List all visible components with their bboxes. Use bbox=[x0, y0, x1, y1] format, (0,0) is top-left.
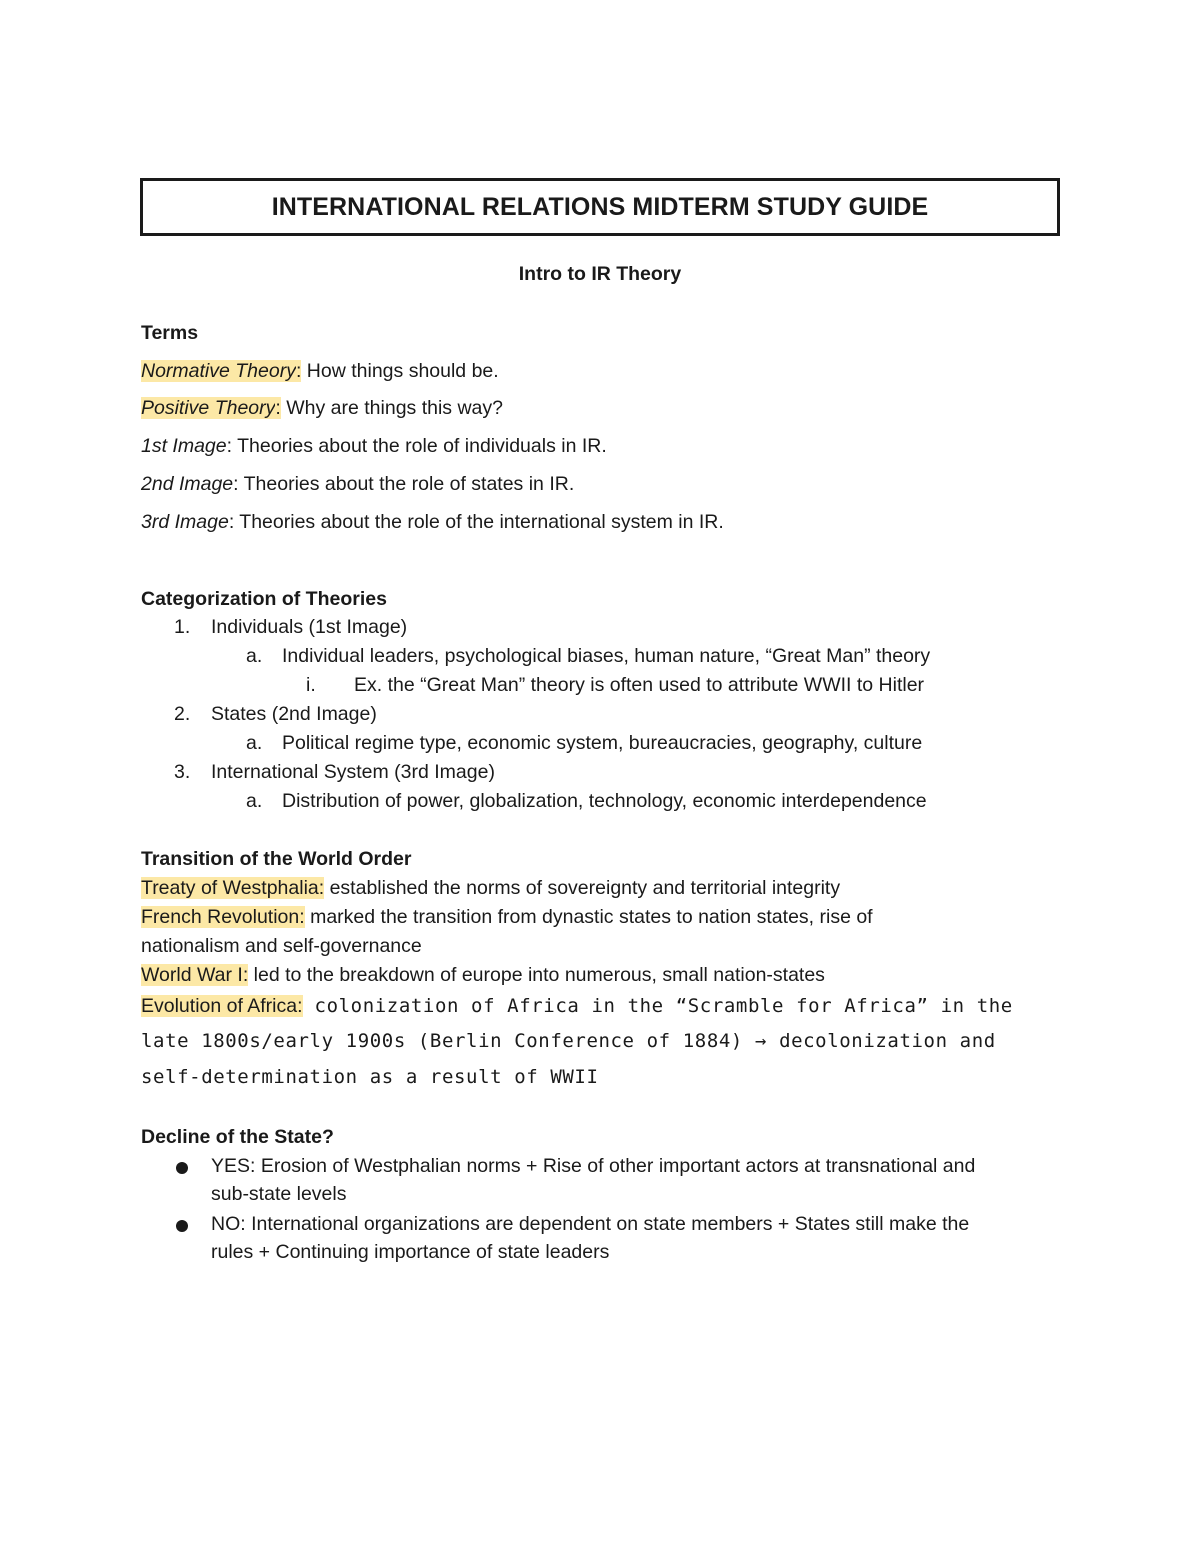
term-1st-image bbox=[141, 435, 607, 458]
list-marker: a. bbox=[246, 790, 263, 812]
term-normative bbox=[141, 360, 499, 383]
term-separator: : bbox=[233, 473, 239, 495]
term-definition: Why are things this way? bbox=[280, 397, 503, 419]
list-item: States (2nd Image) bbox=[211, 703, 377, 725]
title-box bbox=[140, 178, 1060, 236]
bullet-icon bbox=[176, 1220, 188, 1232]
transition-wwi bbox=[141, 964, 825, 987]
bullet-icon bbox=[176, 1162, 188, 1174]
decline-yes-continued: sub-state levels bbox=[211, 1183, 347, 1205]
transition-french-revolution bbox=[141, 906, 873, 929]
transition-text: established the norms of sovereignty and territorial integrity bbox=[324, 877, 841, 899]
term-label: 3rd Image bbox=[141, 511, 229, 533]
term-separator: : bbox=[228, 511, 235, 533]
list-item: International System (3rd Image) bbox=[211, 761, 495, 783]
list-marker: 3. bbox=[174, 761, 191, 783]
decline-no-continued: rules + Continuing importance of state leaders bbox=[211, 1241, 610, 1263]
transition-term: French Revolution: bbox=[141, 906, 305, 928]
list-item: Ex. the “Great Man” theory is often used to attribute WWII to Hitler bbox=[354, 674, 925, 696]
term-separator: : bbox=[226, 435, 233, 457]
list-item: Political regime type, economic system, bureaucracies, geography, culture bbox=[282, 732, 923, 754]
decline-no: NO: International organizations are dependent on state members + States still make the bbox=[211, 1213, 970, 1235]
list-marker: i. bbox=[306, 674, 316, 696]
term-definition: Theories about the role of individuals in IR. bbox=[232, 435, 607, 457]
list-marker: 1. bbox=[174, 616, 191, 638]
term-label: 1st Image bbox=[141, 435, 227, 457]
term-label: Normative Theory bbox=[141, 360, 296, 382]
term-separator: : bbox=[295, 360, 302, 382]
decline-yes: YES: Erosion of Westphalian norms + Rise of other important actors at transnational and bbox=[211, 1155, 976, 1177]
list-marker: 2. bbox=[174, 703, 191, 725]
transition-text: led to the breakdown of europe into numerous, small nation-states bbox=[248, 964, 825, 986]
transition-term: World War I: bbox=[141, 964, 249, 986]
document-title: INTERNATIONAL RELATIONS MIDTERM STUDY GUIDE bbox=[271, 192, 929, 221]
term-definition: Theories about the role of states in IR. bbox=[238, 473, 575, 495]
transition-text: marked the transition from dynastic states to nation states, rise of bbox=[304, 906, 873, 928]
term-positive bbox=[141, 397, 503, 420]
transition-africa bbox=[141, 995, 1013, 1018]
term-label: Positive Theory bbox=[141, 397, 276, 419]
term-definition: How things should be. bbox=[301, 360, 499, 382]
transition-text: colonization of Africa in the “Scramble for Africa” in the bbox=[302, 995, 1013, 1017]
term-separator: : bbox=[275, 397, 281, 419]
transition-text-continued: late 1800s/early 1900s (Berlin Conference of 1884) → decolonization and bbox=[141, 1030, 996, 1052]
transition-term: Treaty of Westphalia: bbox=[141, 877, 325, 899]
categorization-heading: Categorization of Theories bbox=[141, 588, 387, 610]
list-item: Individual leaders, psychological biases, human nature, “Great Man” theory bbox=[282, 645, 931, 667]
list-item: Distribution of power, globalization, technology, economic interdependence bbox=[282, 790, 927, 812]
term-3rd-image bbox=[141, 511, 724, 534]
transition-text-continued: nationalism and self-governance bbox=[141, 935, 422, 957]
list-marker: a. bbox=[246, 732, 263, 754]
list-marker: a. bbox=[246, 645, 263, 667]
transition-text-continued: self-determination as a result of WWII bbox=[141, 1066, 599, 1088]
transition-westphalia bbox=[141, 877, 840, 900]
transition-heading: Transition of the World Order bbox=[141, 848, 412, 870]
term-label: 2nd Image bbox=[141, 473, 234, 495]
section-title: Intro to IR Theory bbox=[518, 263, 682, 285]
term-definition: Theories about the role of the international system in IR. bbox=[234, 511, 724, 533]
transition-term: Evolution of Africa: bbox=[141, 995, 303, 1017]
list-item: Individuals (1st Image) bbox=[211, 616, 408, 638]
decline-heading: Decline of the State? bbox=[141, 1126, 334, 1148]
terms-heading: Terms bbox=[141, 322, 199, 344]
term-2nd-image bbox=[141, 473, 574, 496]
